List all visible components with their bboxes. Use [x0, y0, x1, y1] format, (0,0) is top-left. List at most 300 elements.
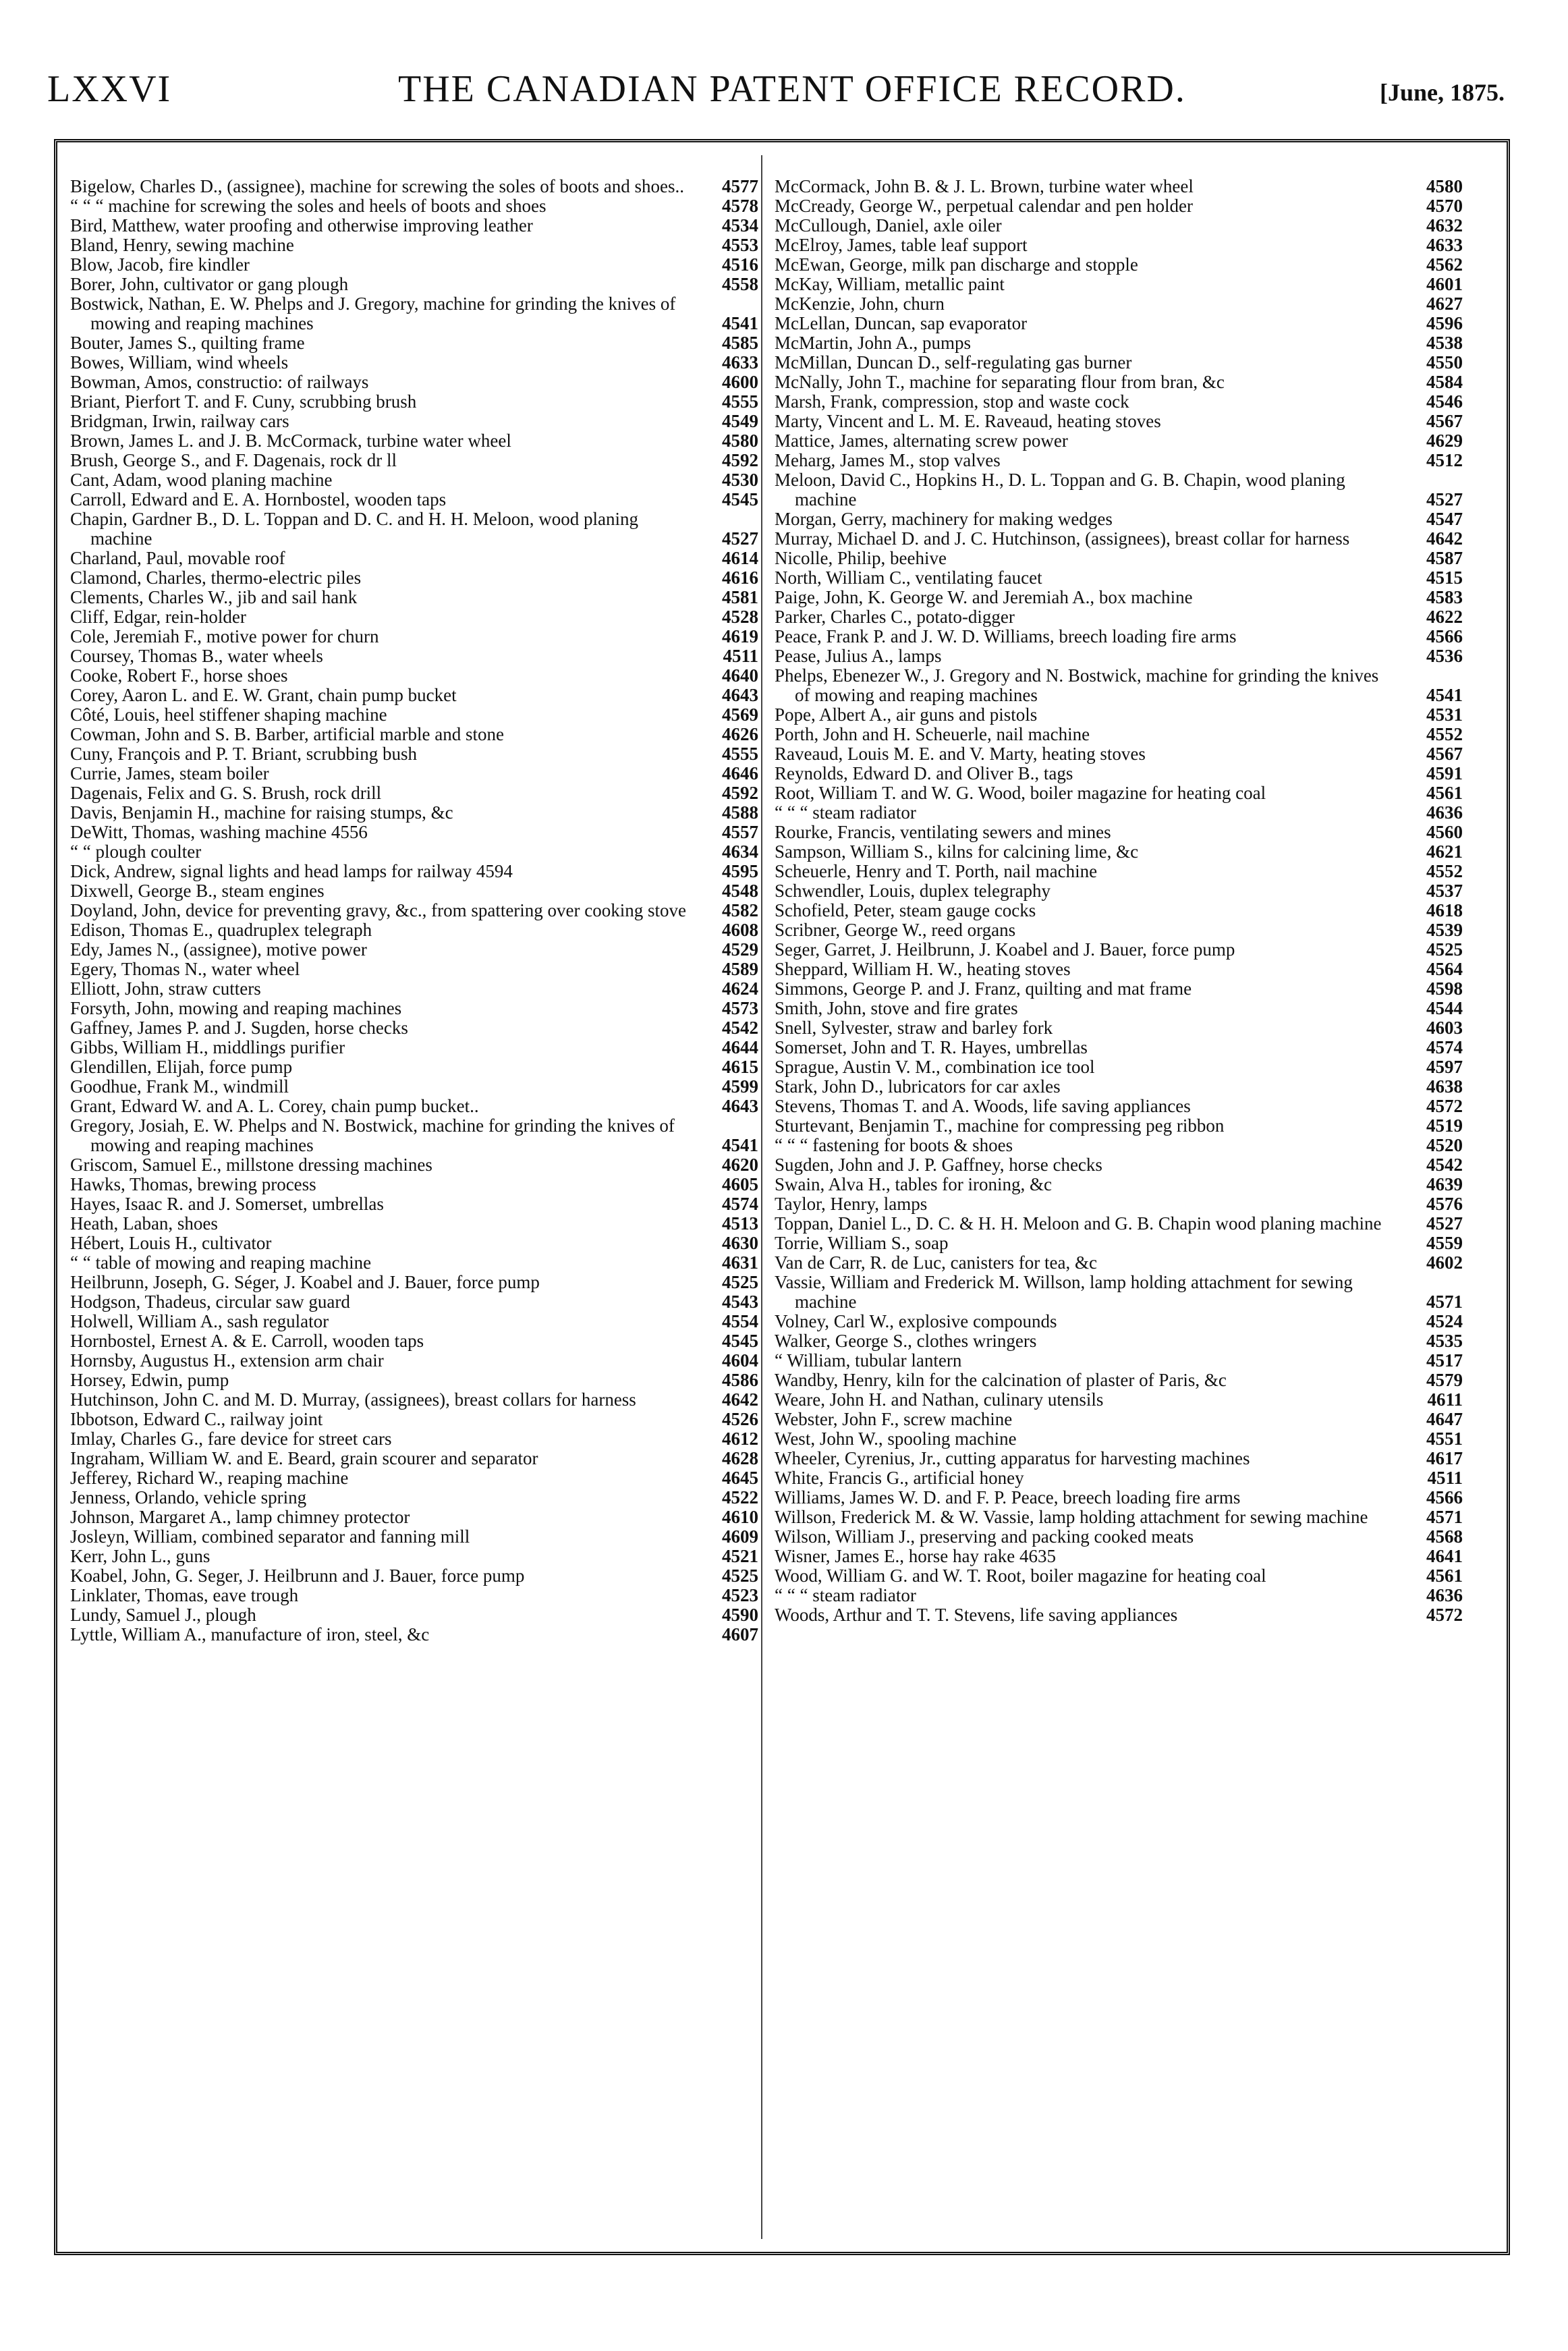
entry-text: Pope, Albert A., air guns and pistols	[775, 704, 1038, 725]
index-entry	[775, 960, 1463, 979]
index-entry	[70, 1605, 758, 1625]
index-entry	[70, 999, 758, 1018]
entry-text: McElroy, James, table leaf support	[775, 235, 1028, 255]
entry-text: “ William, tubular lantern	[775, 1350, 962, 1371]
index-entry	[70, 1625, 758, 1644]
patent-number: 4570	[1426, 196, 1463, 216]
index-entry	[70, 901, 758, 920]
patent-number: 4527	[722, 528, 758, 549]
patent-number: 4562	[1426, 254, 1463, 275]
index-entry	[775, 1371, 1463, 1390]
entry-text: Chapin, Gardner B., D. L. Toppan and D. C. and H. H. Meloon, wood planing machine	[70, 509, 638, 549]
right-index-column	[775, 177, 1463, 1625]
index-entry	[70, 1429, 758, 1449]
patent-number: 4608	[722, 920, 758, 940]
entry-text: Edy, James N., (assignee), motive power	[70, 939, 367, 960]
index-entry	[775, 842, 1463, 862]
index-entry	[70, 940, 758, 960]
patent-number: 4598	[1426, 978, 1463, 999]
entry-text: Stark, John D., lubricators for car axles	[775, 1076, 1061, 1097]
entry-text: Hayes, Isaac R. and J. Somerset, umbrellas	[70, 1194, 384, 1214]
entry-text: Murray, Michael D. and J. C. Hutchinson, (assignees), breast collar for harness	[775, 528, 1350, 549]
entry-text: Dixwell, George B., steam engines	[70, 881, 325, 901]
entry-text: Glendillen, Elijah, force pump	[70, 1057, 293, 1077]
entry-text: Seger, Garret, J. Heilbrunn, J. Koabel and J. Bauer, force pump	[775, 939, 1235, 960]
entry-text: Scheuerle, Henry and T. Porth, nail machine	[775, 861, 1098, 881]
patent-number: 4592	[722, 450, 758, 470]
index-entry	[775, 1253, 1463, 1273]
entry-text: Wood, William G. and W. T. Root, boiler magazine for heating coal	[775, 1566, 1266, 1586]
index-entry	[775, 1488, 1463, 1508]
index-entry	[775, 255, 1463, 275]
index-entry	[70, 1116, 758, 1155]
patent-number: 4569	[722, 704, 758, 725]
index-entry	[775, 783, 1463, 803]
entry-text: Root, William T. and W. G. Wood, boiler magazine for heating coal	[775, 783, 1266, 803]
patent-number: 4520	[1426, 1135, 1463, 1155]
entry-text: Bowes, William, wind wheels	[70, 352, 289, 372]
entry-text: Lundy, Samuel J., plough	[70, 1605, 256, 1625]
entry-text: McCormack, John B. & J. L. Brown, turbine water wheel	[775, 176, 1194, 196]
patent-number: 4585	[722, 333, 758, 353]
index-entry	[70, 1155, 758, 1175]
entry-text: Williams, James W. D. and F. P. Peace, breech loading fire arms	[775, 1487, 1241, 1508]
index-entry	[70, 1351, 758, 1371]
patent-number: 4599	[722, 1076, 758, 1097]
entry-text: “ “ “ machine for screwing the soles and heels of boots and shoes	[70, 196, 547, 216]
entry-text: Wisner, James E., horse hay rake 4635	[775, 1546, 1056, 1566]
entry-text: Cooke, Robert F., horse shoes	[70, 665, 288, 686]
entry-text: Cole, Jeremiah F., motive power for churn	[70, 626, 379, 646]
patent-number: 4595	[722, 861, 758, 881]
patent-number: 4616	[722, 568, 758, 588]
patent-number: 4517	[1426, 1350, 1463, 1371]
entry-text: Phelps, Ebenezer W., J. Gregory and N. Bostwick, machine for grinding the knives of mowing and reaping machines	[775, 665, 1379, 705]
patent-number: 4534	[722, 215, 758, 236]
patent-number: 4525	[722, 1566, 758, 1586]
index-entry	[70, 275, 758, 294]
patent-number: 4544	[1426, 998, 1463, 1018]
patent-number: 4632	[1426, 215, 1463, 236]
entry-text: Torrie, William S., soap	[775, 1233, 949, 1253]
patent-number: 4588	[722, 802, 758, 823]
patent-number: 4543	[722, 1292, 758, 1312]
index-entry	[775, 940, 1463, 960]
entry-text: Cliff, Edgar, rein-holder	[70, 607, 246, 627]
index-entry	[70, 823, 758, 842]
index-entry	[775, 1410, 1463, 1429]
index-entry	[775, 294, 1463, 314]
entry-text: Holwell, William A., sash regulator	[70, 1311, 329, 1331]
index-entry	[70, 705, 758, 725]
index-entry	[775, 1194, 1463, 1214]
index-entry	[70, 333, 758, 353]
index-entry	[775, 1331, 1463, 1351]
index-entry	[70, 1234, 758, 1253]
entry-text: Marty, Vincent and L. M. E. Raveaud, heating stoves	[775, 411, 1161, 431]
patent-number: 4547	[1426, 509, 1463, 529]
index-entry	[70, 1508, 758, 1527]
patent-number: 4636	[1426, 802, 1463, 823]
entry-text: Griscom, Samuel E., millstone dressing machines	[70, 1155, 432, 1175]
patent-number: 4627	[1426, 294, 1463, 314]
entry-text: Jenness, Orlando, vehicle spring	[70, 1487, 307, 1508]
entry-text: Hébert, Louis H., cultivator	[70, 1233, 272, 1253]
patent-number: 4555	[722, 744, 758, 764]
index-entry	[70, 1449, 758, 1468]
index-entry	[70, 1371, 758, 1390]
index-entry	[70, 842, 758, 862]
patent-number: 4521	[722, 1546, 758, 1566]
index-entry	[70, 1057, 758, 1077]
patent-number: 4647	[1426, 1409, 1463, 1429]
index-entry	[70, 1488, 758, 1508]
entry-text: Raveaud, Louis M. E. and V. Marty, heating stoves	[775, 744, 1146, 764]
entry-text: McNally, John T., machine for separating flour from bran, &c	[775, 372, 1225, 392]
patent-number: 4583	[1426, 587, 1463, 607]
patent-number: 4536	[1426, 646, 1463, 666]
patent-number: 4607	[722, 1624, 758, 1644]
index-entry	[775, 744, 1463, 764]
entry-text: McLellan, Duncan, sap evaporator	[775, 313, 1028, 333]
entry-text: North, William C., ventilating faucet	[775, 568, 1042, 588]
patent-number: 4552	[1426, 861, 1463, 881]
patent-number: 4513	[722, 1213, 758, 1234]
patent-number: 4557	[722, 822, 758, 842]
entry-text: Paige, John, K. George W. and Jeremiah A., box machine	[775, 587, 1193, 607]
patent-number: 4592	[722, 783, 758, 803]
patent-number: 4644	[722, 1037, 758, 1057]
patent-number: 4522	[722, 1487, 758, 1508]
entry-text: Josleyn, William, combined separator and fanning mill	[70, 1526, 470, 1547]
patent-number: 4512	[1426, 450, 1463, 470]
entry-text: Briant, Pierfort T. and F. Cuny, scrubbing brush	[70, 391, 417, 412]
patent-number: 4541	[722, 1135, 758, 1155]
patent-number: 4545	[722, 489, 758, 509]
entry-text: Parker, Charles C., potato-digger	[775, 607, 1015, 627]
index-entry	[775, 177, 1463, 196]
patent-number: 4638	[1426, 1076, 1463, 1097]
index-entry	[70, 490, 758, 509]
entry-text: Gibbs, William H., middlings purifier	[70, 1037, 345, 1057]
entry-text: Bigelow, Charles D., (assignee), machine for screwing the soles of boots and shoes..	[70, 176, 685, 196]
patent-number: 4530	[722, 470, 758, 490]
entry-text: Koabel, John, G. Seger, J. Heilbrunn and J. Bauer, force pump	[70, 1566, 525, 1586]
entry-text: Bouter, James S., quilting frame	[70, 333, 305, 353]
entry-text: Corey, Aaron L. and E. W. Grant, chain pump bucket	[70, 685, 457, 705]
entry-text: Van de Carr, R. de Luc, canisters for tea, &c	[775, 1252, 1097, 1273]
patent-number: 4601	[1426, 274, 1463, 294]
entry-text: Schofield, Peter, steam gauge cocks	[775, 900, 1036, 920]
patent-number: 4636	[1426, 1585, 1463, 1605]
patent-number: 4531	[1426, 704, 1463, 725]
entry-text: Morgan, Gerry, machinery for making wedges	[775, 509, 1113, 529]
patent-number: 4535	[1426, 1331, 1463, 1351]
patent-number: 4550	[1426, 352, 1463, 372]
index-entry	[70, 588, 758, 607]
index-entry	[775, 1566, 1463, 1586]
index-entry	[775, 1155, 1463, 1175]
patent-number: 4628	[722, 1448, 758, 1468]
patent-number: 4597	[1426, 1057, 1463, 1077]
patent-number: 4537	[1426, 881, 1463, 901]
index-entry	[775, 392, 1463, 412]
index-entry	[70, 686, 758, 705]
patent-number: 4604	[722, 1350, 758, 1371]
entry-text: Webster, John F., screw machine	[775, 1409, 1013, 1429]
index-entry	[70, 1547, 758, 1566]
entry-text: Peace, Frank P. and J. W. D. Williams, breech loading fire arms	[775, 626, 1237, 646]
patent-number: 4642	[1426, 528, 1463, 549]
index-entry	[775, 451, 1463, 470]
index-entry	[775, 1214, 1463, 1234]
index-entry	[70, 1038, 758, 1057]
index-entry	[70, 451, 758, 470]
entry-text: Mattice, James, alternating screw power	[775, 431, 1068, 451]
entry-text: Ibbotson, Edward C., railway joint	[70, 1409, 323, 1429]
entry-text: White, Francis G., artificial honey	[775, 1468, 1024, 1488]
entry-text: Scribner, George W., reed organs	[775, 920, 1016, 940]
index-entry	[70, 1410, 758, 1429]
entry-text: Horsey, Edwin, pump	[70, 1370, 229, 1390]
entry-text: Goodhue, Frank M., windmill	[70, 1076, 289, 1097]
entry-text: Nicolle, Philip, beehive	[775, 548, 947, 568]
patent-number: 4624	[722, 978, 758, 999]
entry-text: Johnson, Margaret A., lamp chimney protector	[70, 1507, 410, 1527]
patent-number: 4633	[722, 352, 758, 372]
index-entry	[775, 1605, 1463, 1625]
index-entry	[775, 1312, 1463, 1331]
index-entry	[70, 1097, 758, 1116]
entry-text: Sampson, William S., kilns for calcining lime, &c	[775, 841, 1139, 862]
patent-number: 4581	[722, 587, 758, 607]
index-entry	[775, 1175, 1463, 1194]
patent-number: 4615	[722, 1057, 758, 1077]
patent-number: 4561	[1426, 1566, 1463, 1586]
entry-text: McCready, George W., perpetual calendar and pen holder	[775, 196, 1194, 216]
patent-number: 4558	[722, 274, 758, 294]
entry-text: Walker, George S., clothes wringers	[775, 1331, 1037, 1351]
index-entry	[775, 1390, 1463, 1410]
index-entry	[70, 881, 758, 901]
index-entry	[775, 529, 1463, 549]
entry-text: Schwendler, Louis, duplex telegraphy	[775, 881, 1051, 901]
patent-number: 4586	[722, 1370, 758, 1390]
entry-text: Somerset, John and T. R. Hayes, umbrellas	[775, 1037, 1088, 1057]
index-entry	[775, 823, 1463, 842]
index-entry	[775, 470, 1463, 509]
entry-text: Borer, John, cultivator or gang plough	[70, 274, 349, 294]
entry-text: Dagenais, Felix and G. S. Brush, rock drill	[70, 783, 382, 803]
entry-text: Sturtevant, Benjamin T., machine for compressing peg ribbon	[775, 1115, 1225, 1136]
entry-text: DeWitt, Thomas, washing machine 4556	[70, 822, 368, 842]
patent-number: 4641	[1426, 1546, 1463, 1566]
index-entry	[775, 568, 1463, 588]
entry-text: Carroll, Edward and E. A. Hornbostel, wooden taps	[70, 489, 447, 509]
page-number: LXXVI	[47, 68, 172, 110]
entry-text: “ “ “ steam radiator	[775, 1585, 916, 1605]
index-entry	[775, 705, 1463, 725]
entry-text: Snell, Sylvester, straw and barley fork	[775, 1018, 1053, 1038]
index-entry	[70, 979, 758, 999]
entry-text: Lyttle, William A., manufacture of iron, steel, &c	[70, 1624, 430, 1644]
entry-text: Bland, Henry, sewing machine	[70, 235, 294, 255]
patent-number: 4600	[722, 372, 758, 392]
entry-text: McCullough, Daniel, axle oiler	[775, 215, 1002, 236]
patent-number: 4527	[1426, 1213, 1463, 1234]
patent-number: 4541	[1426, 685, 1463, 705]
patent-number: 4559	[1426, 1233, 1463, 1253]
patent-number: 4619	[722, 626, 758, 646]
entry-text: Woods, Arthur and T. T. Stevens, life saving appliances	[775, 1605, 1178, 1625]
index-entry	[70, 236, 758, 255]
index-entry	[70, 1077, 758, 1097]
index-entry	[775, 549, 1463, 568]
index-entry	[70, 255, 758, 275]
patent-number: 4564	[1426, 959, 1463, 979]
patent-number: 4539	[1426, 920, 1463, 940]
patent-number: 4546	[1426, 391, 1463, 412]
patent-number: 4574	[722, 1194, 758, 1214]
index-entry	[775, 881, 1463, 901]
patent-number: 4524	[1426, 1311, 1463, 1331]
entry-text: “ “ “ fastening for boots & shoes	[775, 1135, 1013, 1155]
patent-number: 4511	[1427, 1468, 1463, 1488]
index-entry	[70, 725, 758, 744]
index-entry	[775, 646, 1463, 666]
index-entry	[775, 1508, 1463, 1527]
patent-number: 4610	[722, 1507, 758, 1527]
page-title: THE CANADIAN PATENT OFFICE RECORD.	[398, 68, 1186, 110]
index-entry	[70, 1018, 758, 1038]
patent-number: 4639	[1426, 1174, 1463, 1194]
index-entry	[775, 901, 1463, 920]
index-entry	[775, 1234, 1463, 1253]
entry-text: Heilbrunn, Joseph, G. Séger, J. Koabel and J. Bauer, force pump	[70, 1272, 540, 1292]
entry-text: Charland, Paul, movable roof	[70, 548, 285, 568]
index-entry	[70, 1566, 758, 1586]
index-entry	[70, 764, 758, 783]
patent-number: 4574	[1426, 1037, 1463, 1057]
patent-number: 4620	[722, 1155, 758, 1175]
patent-number: 4633	[1426, 235, 1463, 255]
patent-number: 4591	[1426, 763, 1463, 783]
patent-number: 4538	[1426, 333, 1463, 353]
index-entry	[775, 1527, 1463, 1547]
index-entry	[775, 1116, 1463, 1136]
index-entry	[70, 1331, 758, 1351]
index-entry	[70, 627, 758, 646]
entry-text: Hutchinson, John C. and M. D. Murray, (assignees), breast collars for harness	[70, 1389, 636, 1410]
index-entry	[70, 920, 758, 940]
entry-text: Wheeler, Cyrenius, Jr., cutting apparatus for harvesting machines	[775, 1448, 1250, 1468]
patent-number: 4614	[722, 548, 758, 568]
entry-text: Elliott, John, straw cutters	[70, 978, 261, 999]
patent-number: 4566	[1426, 1487, 1463, 1508]
index-entry	[775, 1077, 1463, 1097]
patent-number: 4618	[1426, 900, 1463, 920]
entry-text: Dick, Andrew, signal lights and head lamps for railway 4594	[70, 861, 513, 881]
index-entry	[775, 979, 1463, 999]
entry-text: Hodgson, Thadeus, circular saw guard	[70, 1292, 350, 1312]
patent-number: 4549	[722, 411, 758, 431]
entry-text: Cuny, François and P. T. Briant, scrubbing bush	[70, 744, 417, 764]
patent-number: 4561	[1426, 783, 1463, 803]
entry-text: Swain, Alva H., tables for ironing, &c	[775, 1174, 1052, 1194]
entry-text: Volney, Carl W., explosive compounds	[775, 1311, 1057, 1331]
entry-text: Reynolds, Edward D. and Oliver B., tags	[775, 763, 1073, 783]
entry-text: Porth, John and H. Scheuerle, nail machine	[775, 724, 1090, 744]
patent-number: 4646	[722, 763, 758, 783]
index-entry	[775, 862, 1463, 881]
index-entry	[70, 372, 758, 392]
index-entry	[70, 568, 758, 588]
patent-number: 4519	[1426, 1115, 1463, 1136]
entry-text: Meharg, James M., stop valves	[775, 450, 1001, 470]
patent-number: 4643	[722, 685, 758, 705]
left-index-column	[70, 177, 758, 1644]
index-entry	[70, 1175, 758, 1194]
index-entry	[775, 999, 1463, 1018]
entry-text: Hornsby, Augustus H., extension arm chair	[70, 1350, 384, 1371]
index-entry	[775, 333, 1463, 353]
patent-number: 4602	[1426, 1252, 1463, 1273]
entry-text: Clements, Charles W., jib and sail hank	[70, 587, 358, 607]
index-entry	[70, 353, 758, 372]
patent-number: 4603	[1426, 1018, 1463, 1038]
entry-text: Pease, Julius A., lamps	[775, 646, 942, 666]
index-entry	[70, 470, 758, 490]
index-entry	[775, 314, 1463, 333]
index-entry	[70, 607, 758, 627]
entry-text: Blow, Jacob, fire kindler	[70, 254, 250, 275]
index-entry	[70, 177, 758, 196]
patent-number: 4612	[722, 1429, 758, 1449]
entry-text: West, John W., spooling machine	[775, 1429, 1017, 1449]
patent-number: 4576	[1426, 1194, 1463, 1214]
entry-text: Kerr, John L., guns	[70, 1546, 211, 1566]
patent-number: 4554	[722, 1311, 758, 1331]
entry-text: Willson, Frederick M. & W. Vassie, lamp holding attachment for sewing machine	[775, 1507, 1368, 1527]
patent-number: 4553	[722, 235, 758, 255]
index-entry	[775, 1351, 1463, 1371]
index-entry	[775, 920, 1463, 940]
index-entry	[775, 1097, 1463, 1116]
entry-text: Clamond, Charles, thermo-electric piles	[70, 568, 362, 588]
entry-text: McEwan, George, milk pan discharge and stopple	[775, 254, 1138, 275]
index-entry	[775, 236, 1463, 255]
entry-text: Sugden, John and J. P. Gaffney, horse checks	[775, 1155, 1102, 1175]
index-entry	[775, 196, 1463, 216]
entry-text: Vassie, William and Frederick M. Willson, lamp holding attachment for sewing machine	[775, 1272, 1353, 1312]
entry-text: Bird, Matthew, water proofing and otherwise improving leather	[70, 215, 533, 236]
entry-text: Meloon, David C., Hopkins H., D. L. Toppan and G. B. Chapin, wood planing machine	[775, 470, 1345, 509]
entry-text: Gaffney, James P. and J. Sugden, horse checks	[70, 1018, 408, 1038]
patent-number: 4587	[1426, 548, 1463, 568]
patent-number: 4528	[722, 607, 758, 627]
entry-text: Egery, Thomas N., water wheel	[70, 959, 300, 979]
index-entry	[775, 372, 1463, 392]
patent-number: 4542	[1426, 1155, 1463, 1175]
patent-number: 4580	[1426, 176, 1463, 196]
patent-number: 4571	[1426, 1507, 1463, 1527]
index-entry	[775, 353, 1463, 372]
index-entry	[775, 764, 1463, 783]
patent-number: 4582	[722, 900, 758, 920]
entry-text: Brush, George S., and F. Dagenais, rock dr ll	[70, 450, 397, 470]
index-entry	[70, 803, 758, 823]
entry-text: Côté, Louis, heel stiffener shaping machine	[70, 704, 387, 725]
